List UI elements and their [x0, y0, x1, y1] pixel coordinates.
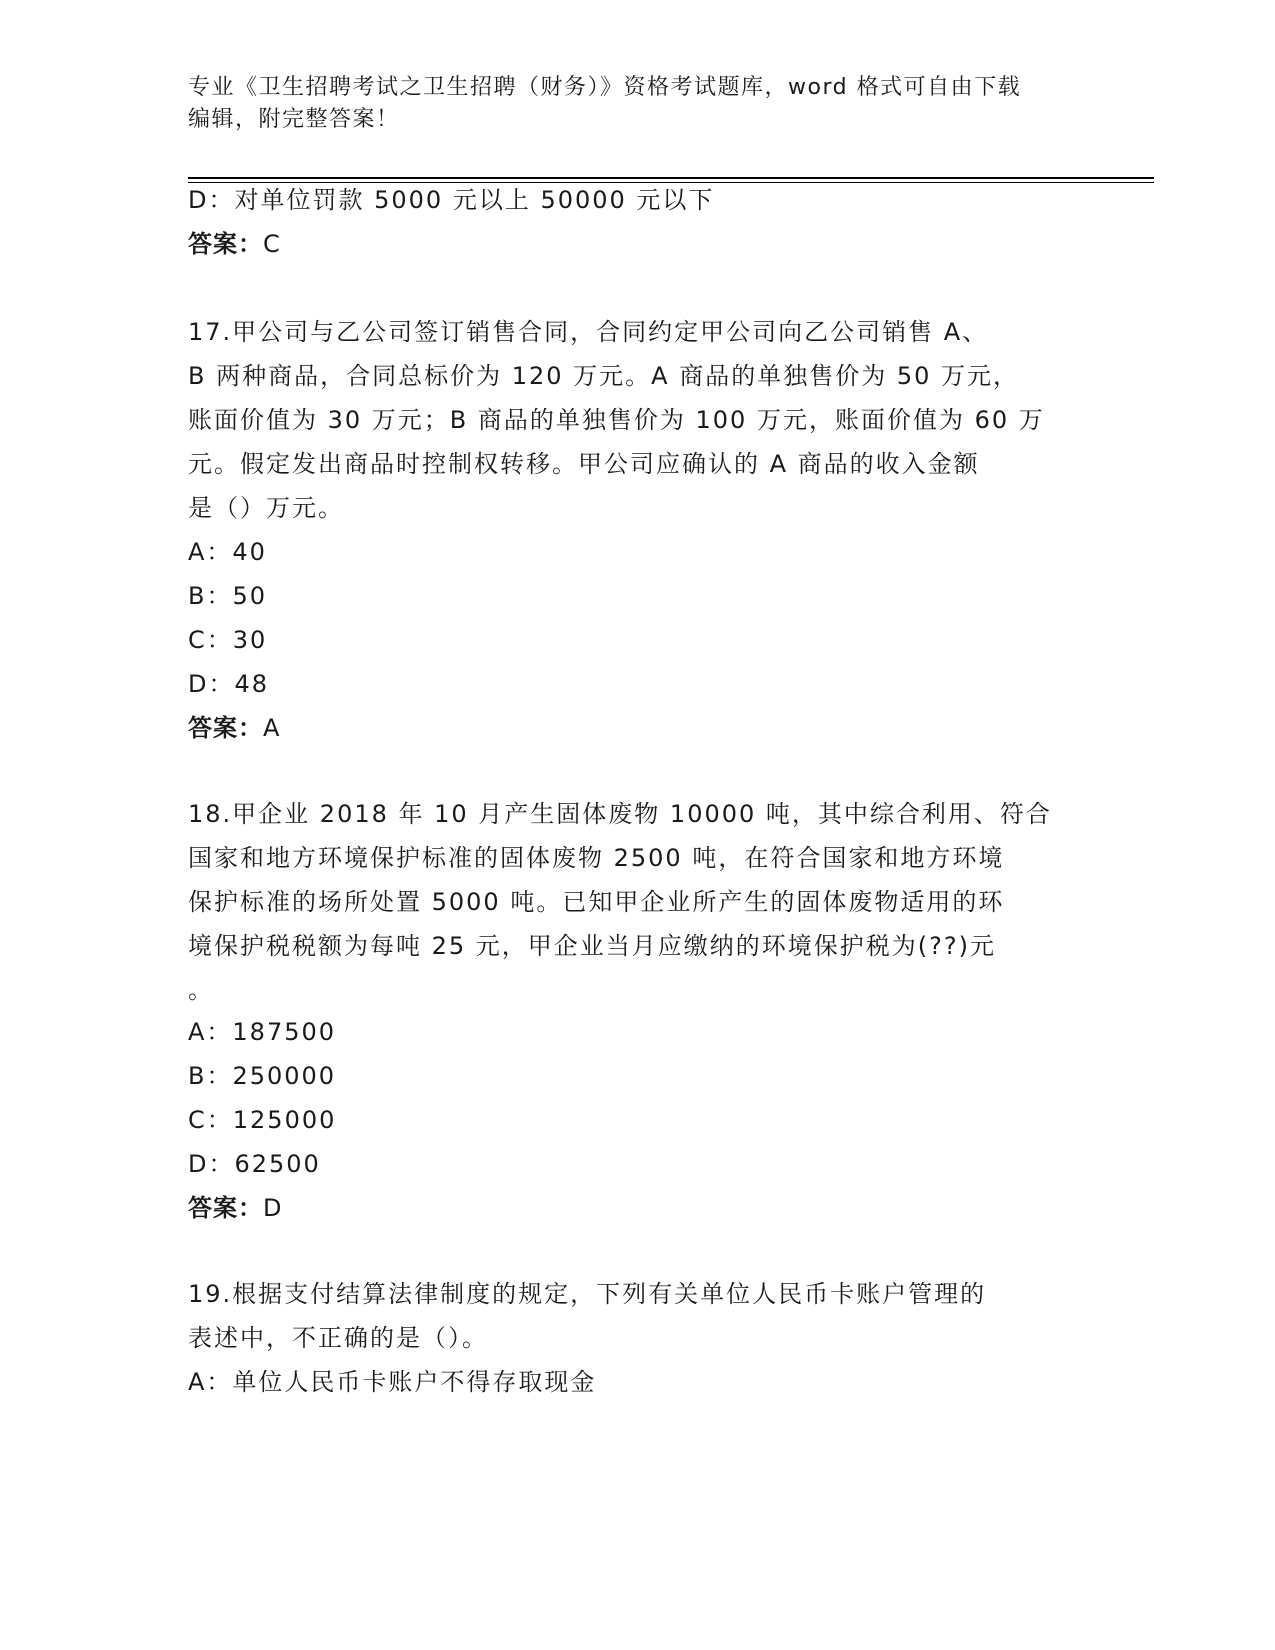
- q17-line-1: 17.甲公司与乙公司签订销售合同，合同约定甲公司向乙公司销售 A、: [188, 318, 989, 346]
- header-divider-thick: [188, 177, 1154, 179]
- q18-option-c: C：125000: [188, 1106, 337, 1134]
- header-divider-thin: [188, 182, 1154, 183]
- q17-line-4: 元。假定发出商品时控制权转移。甲公司应确认的 A 商品的收入金额: [188, 450, 980, 478]
- q17-line-2: B 两种商品，合同总标价为 120 万元。A 商品的单独售价为 50 万元，: [188, 362, 1020, 390]
- q19-line-2: 表述中，不正确的是（）。: [188, 1324, 488, 1352]
- q18-line-4: 境保护税税额为每吨 25 元，甲企业当月应缴纳的环境保护税为(??)元: [188, 932, 996, 960]
- q18-option-d: D：62500: [188, 1150, 321, 1178]
- q18-line-3: 保护标准的场所处置 5000 吨。已知甲企业所产生的固体废物适用的环: [188, 888, 1005, 916]
- header-line-1: 专业《卫生招聘考试之卫生招聘（财务）》资格考试题库，word 格式可自由下载: [188, 75, 1022, 100]
- q17-option-a: A：40: [188, 538, 267, 566]
- answer-label: 答案：: [188, 230, 263, 258]
- q18-option-b: B：250000: [188, 1062, 337, 1090]
- q17-option-d: D：48: [188, 670, 270, 698]
- q18-answer: [188, 1193, 282, 1223]
- q18-line-2: 国家和地方环境保护标准的固体废物 2500 吨，在符合国家和地方环境: [188, 844, 1005, 872]
- q18-line-1: 18.甲企业 2018 年 10 月产生固体废物 10000 吨，其中综合利用、符合: [188, 800, 1052, 828]
- q17-option-b: B：50: [188, 582, 268, 610]
- answer-value: D: [263, 1194, 283, 1222]
- answer-label: 答案：: [188, 714, 263, 742]
- q17-answer: [188, 713, 280, 743]
- q17-line-5: 是（）万元。: [188, 494, 344, 522]
- q18-line-5: 。: [188, 976, 214, 1004]
- answer-value: A: [263, 714, 281, 742]
- q17-option-c: C：30: [188, 626, 268, 654]
- document-header: [188, 72, 1088, 136]
- q18-option-a: A：187500: [188, 1018, 337, 1046]
- q19-line-1: 19.根据支付结算法律制度的规定，下列有关单位人民币卡账户管理的: [188, 1280, 987, 1308]
- answer-label: 答案：: [188, 1194, 263, 1222]
- prev-answer: [188, 229, 281, 259]
- prev-option-d: D：对单位罚款 5000 元以上 50000 元以下: [188, 186, 715, 214]
- header-line-2: 编辑，附完整答案！: [188, 107, 400, 132]
- answer-value: C: [263, 230, 281, 258]
- q17-line-3: 账面价值为 30 万元；B 商品的单独售价为 100 万元，账面价值为 60 万: [188, 406, 1045, 434]
- q19-option-a: A：单位人民币卡账户不得存取现金: [188, 1368, 597, 1396]
